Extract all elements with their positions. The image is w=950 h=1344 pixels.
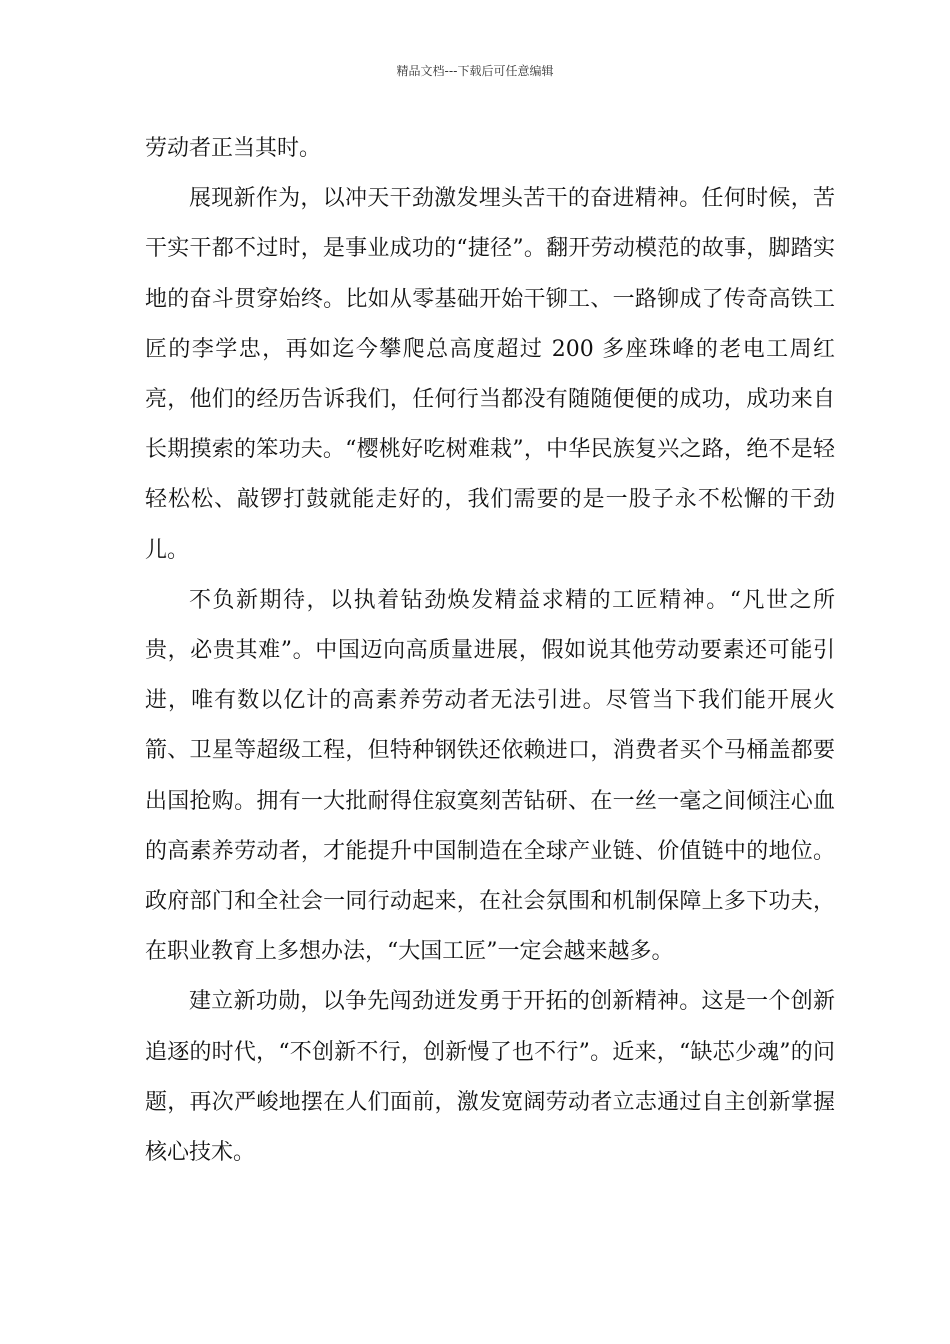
paragraph-3: 不负新期待，以执着钻劲焕发精益求精的工匠精神。“凡世之所贵，必贵其难”。中国迈向高质量进展，假如说其他劳动要素还可能引进，唯有数以亿计的高素养劳动者无法引进。尽管当下我们能开展火箭、卫星等超级工程，但特种钢铁还依赖进口，消费者买个马桶盖都要出国抢购。拥有一大批耐得住寂寞刻苦钻研、在一丝一毫之间倾注心血的高素养劳动者，才能提升中国制造在全球产业链、价值链中的地位。政府部门和全社会一同行动起来，在社会氛围和机制保障上多下功夫，在职业教育上多想办法，“大国工匠”一定会越来越多。 [145, 587, 835, 965]
paragraph-1: 劳动者正当其时。 [145, 136, 322, 161]
page-header: 精品文档---下载后可任意编辑 [396, 64, 554, 78]
paragraph-4: 建立新功勋，以争先闯劲迸发勇于开拓的创新精神。这是一个创新追逐的时代，“不创新不行，创新慢了也不行”。近来，“缺芯少魂”的问题，再次严峻地摆在人们面前，激发宽阔劳动者立志通过自主创新掌握核心技术。 [145, 989, 835, 1166]
document-body [145, 124, 835, 1178]
paragraph-2: 展现新作为，以冲天干劲激发埋头苦干的奋进精神。任何时候，苦干实干都不过时，是事业成功的“捷径”。翻开劳动模范的故事，脚踏实地的奋斗贯穿始终。比如从零基础开始干铆工、一路铆成了传奇高铁工匠的李学忠，再如迄今攀爬总高度超过 200 多座珠峰的老电工周红亮，他们的经历告诉我们，任何行当都没有随随便便的成功，成功来自长期摸索的笨功夫。“樱桃好吃树难栽”，中华民族复兴之路，绝不是轻轻松松、敲锣打鼓就能走好的，我们需要的是一股子永不松懈的干劲儿。 [145, 186, 835, 563]
